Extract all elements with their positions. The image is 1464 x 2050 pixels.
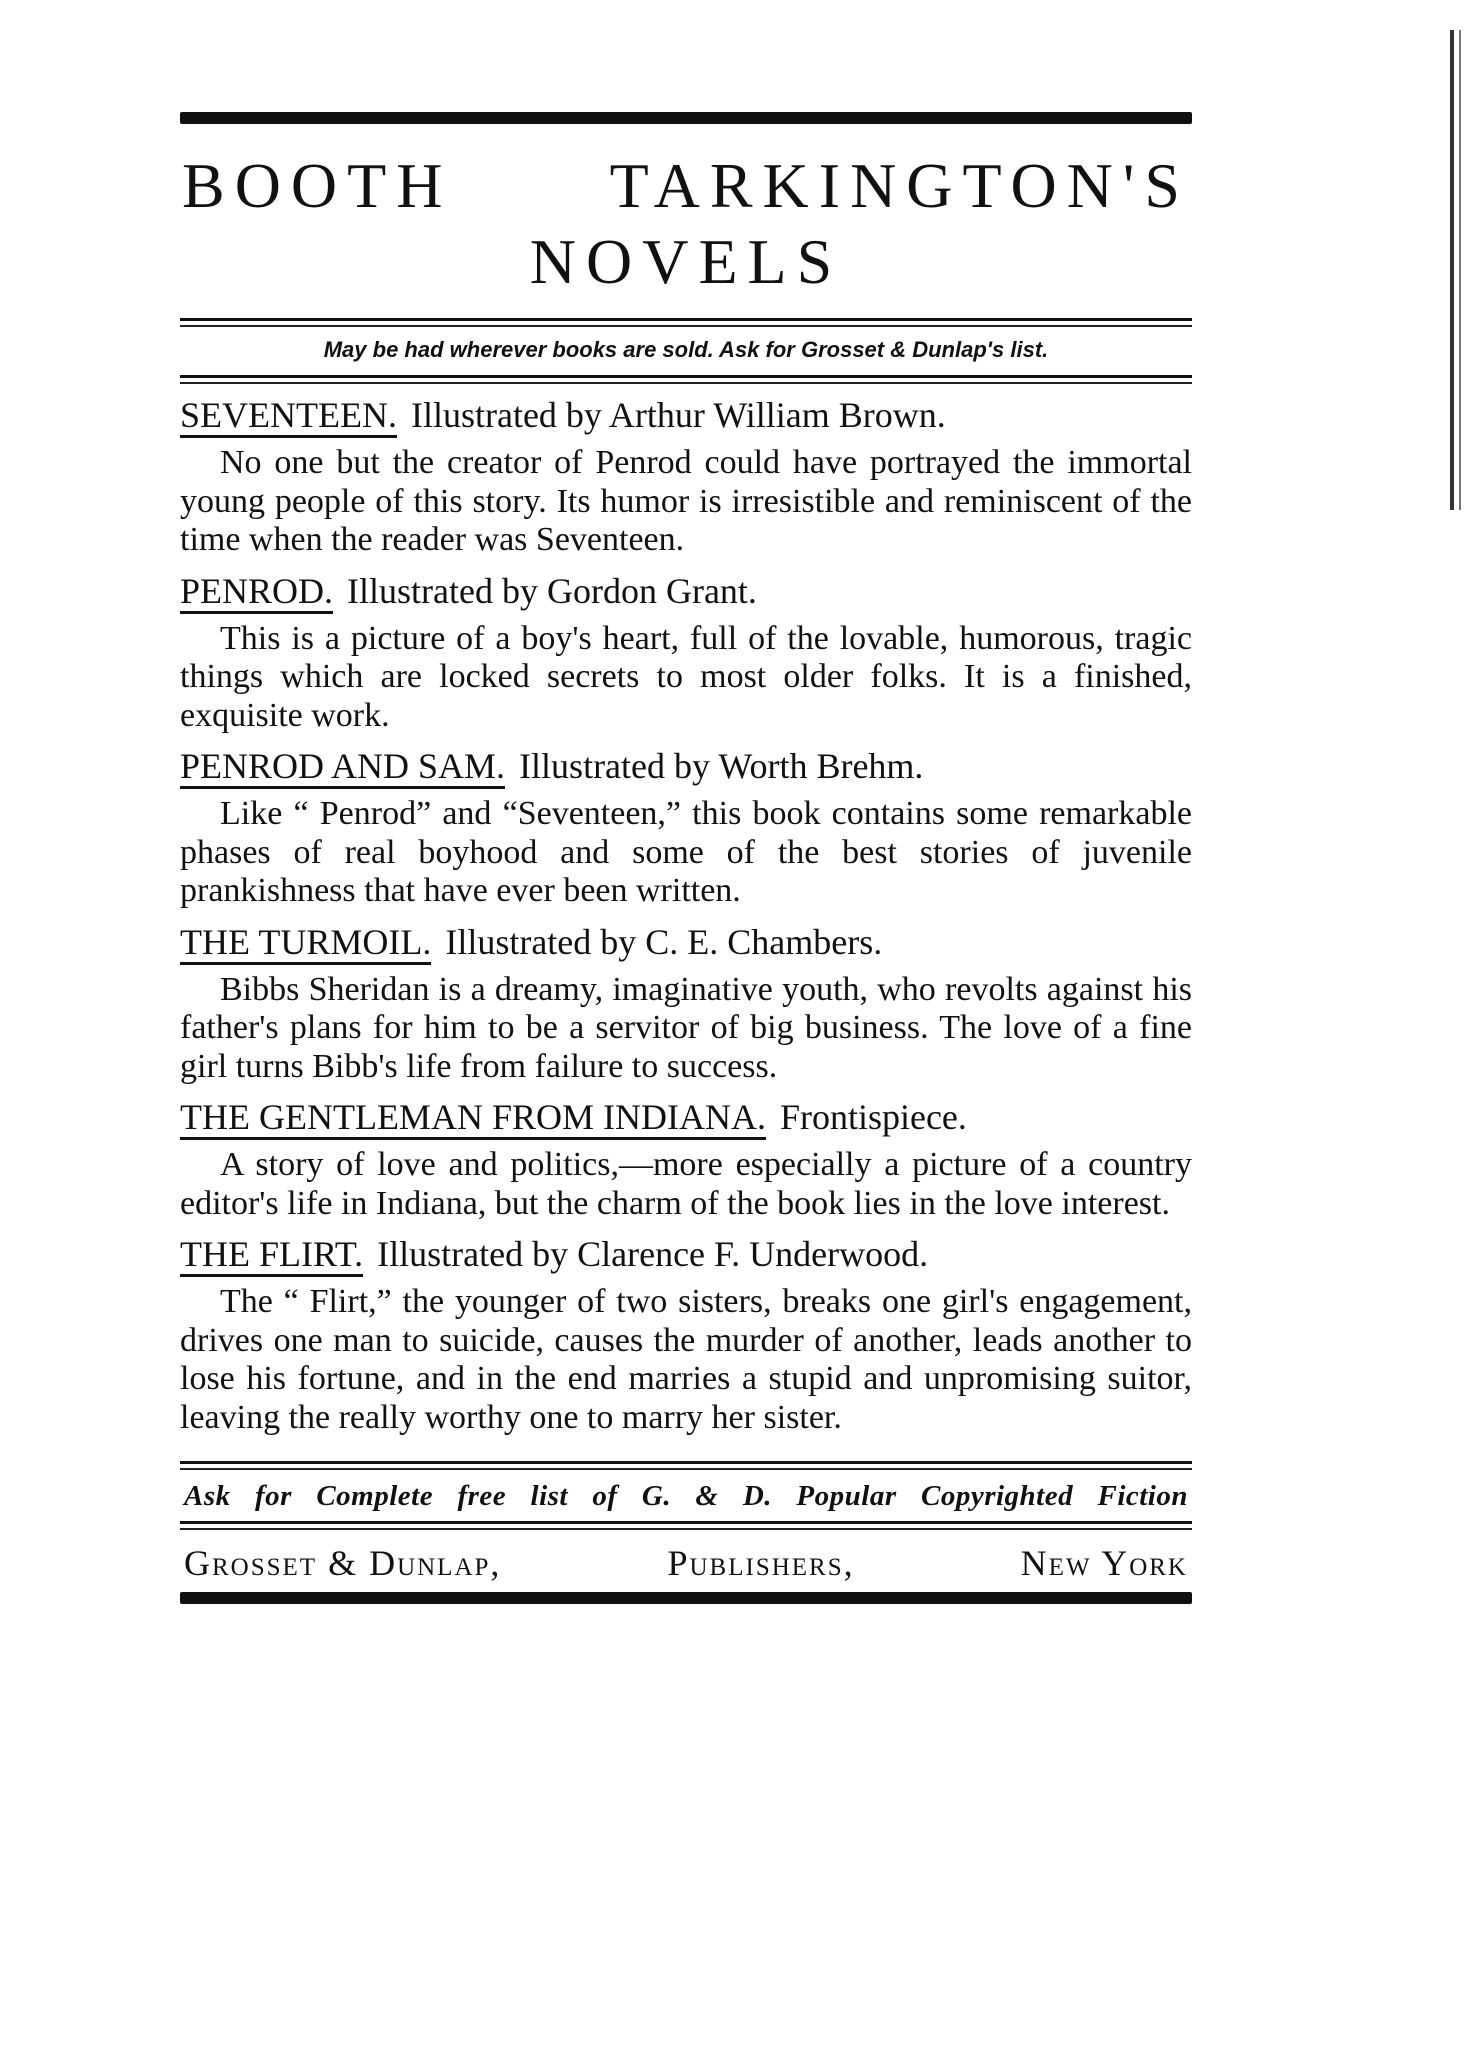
- book-title: PENROD.: [180, 571, 333, 614]
- book-title: SEVENTEEN.: [180, 395, 397, 438]
- book-credit: Illustrated by C. E. Chambers.: [445, 921, 883, 962]
- book-description: No one but the creator of Penrod could have portrayed the immortal young people of this story. Its humor is irresistible and reminiscent of the time when the reader was Seventeen.: [180, 444, 1192, 558]
- publisher-role: Publishers,: [667, 1543, 855, 1583]
- book-heading: [180, 392, 1192, 438]
- bottom-thick-rule: [180, 1592, 1192, 1604]
- book-title: THE TURMOIL.: [180, 922, 431, 965]
- book-description: A story of love and politics,—more especially a picture of a country editor's life in Indiana, but the charm of the book lies in the love interest.: [180, 1146, 1192, 1222]
- book-heading: [180, 919, 1192, 965]
- page-title-line-2: NOVELS: [529, 226, 843, 297]
- publisher-line: [180, 1530, 1192, 1592]
- page-edge-mark-secondary: [1459, 30, 1461, 510]
- advertisement-page: [180, 112, 1192, 1604]
- page-edge-mark: [1450, 30, 1454, 510]
- book-heading: [180, 743, 1192, 789]
- page-title-line-1: BOOTH TARKINGTON'S: [182, 150, 1190, 221]
- book-heading: [180, 1231, 1192, 1277]
- book-credit: Illustrated by Gordon Grant.: [347, 570, 757, 611]
- footer-ask-line: Ask for Complete free list of G. & D. Popular Copyrighted Fiction: [184, 1480, 1188, 1512]
- book-heading: [180, 568, 1192, 614]
- book-title: THE FLIRT.: [180, 1234, 363, 1277]
- tagline: May be had wherever books are sold. Ask for Grosset & Dunlap's list.: [323, 337, 1049, 362]
- footer: [180, 1461, 1192, 1604]
- book-description: This is a picture of a boy's heart, full of the lovable, humorous, tragic things which are locked secrets to most older folks. It is a finished, exquisite work.: [180, 619, 1192, 734]
- book-entry-the-flirt: [180, 1231, 1192, 1437]
- header: [180, 112, 1192, 384]
- book-description: Like “ Penrod” and “Seventeen,” this book contains some remarkable phases of real boyhood and some of the best stories of juvenile prankishness that have ever been written.: [180, 795, 1192, 909]
- book-credit: Illustrated by Clarence F. Underwood.: [377, 1234, 929, 1274]
- top-thick-rule: [180, 112, 1192, 124]
- publisher-city: New York: [1020, 1543, 1188, 1583]
- book-entry-the-gentleman-from-indiana: [180, 1094, 1192, 1223]
- book-entry-penrod-and-sam: [180, 743, 1192, 911]
- book-entry-seventeen: [180, 392, 1192, 560]
- book-entry-the-turmoil: [180, 919, 1192, 1087]
- book-entry-penrod: [180, 568, 1192, 736]
- book-title: THE GENTLEMAN FROM INDIANA.: [180, 1097, 766, 1140]
- book-title: PENROD AND SAM.: [180, 746, 505, 789]
- book-credit: Illustrated by Worth Brehm.: [519, 746, 924, 786]
- book-credit: Frontispiece.: [779, 1097, 967, 1137]
- book-description: Bibbs Sheridan is a dreamy, imaginative youth, who revolts against his father's plans for him to be a servitor of big business. The love of a fine girl turns Bibb's life from failure to success.: [180, 970, 1192, 1085]
- tagline-rule-2: [180, 382, 1192, 384]
- publisher-name: Grosset & Dunlap,: [184, 1543, 502, 1583]
- book-description: The “ Flirt,” the younger of two sisters, breaks one girl's engagement, drives one man to suicide, causes the murder of another, leads another to lose his fortune, and in the end marries a stupid and unpromising suitor, leaving the really worthy one to marry her sister.: [180, 1283, 1192, 1436]
- book-list: [180, 392, 1192, 1437]
- book-credit: Illustrated by Arthur William Brown.: [410, 395, 946, 435]
- book-heading: [180, 1094, 1192, 1140]
